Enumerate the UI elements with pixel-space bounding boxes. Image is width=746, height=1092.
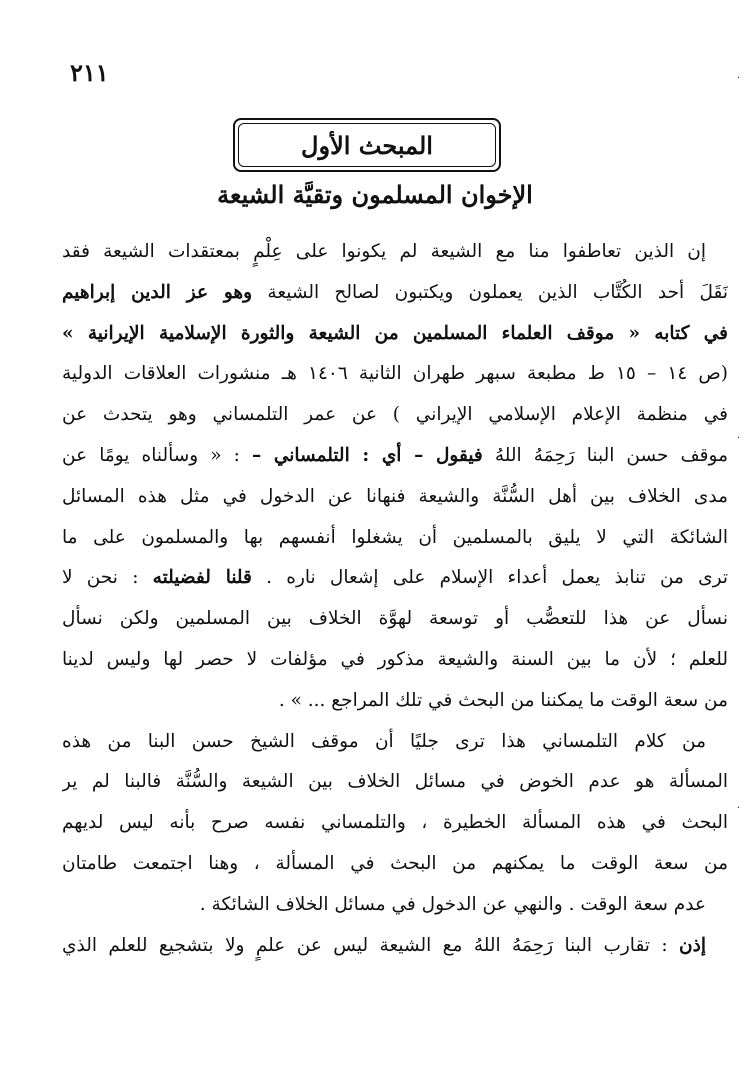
text-line: [62, 558, 728, 599]
text-segment: من سعة الوقت ما يمكنهم من البحث في المسألة ، وهنا اجتمعت طامتان: [62, 852, 728, 874]
text-line: [62, 844, 728, 885]
text-segment: إذن: [679, 934, 706, 956]
text-segment: من سعة الوقت ما يمكننا من البحث في تلك المراجع ... » .: [278, 689, 728, 711]
text-segment: إن الذين تعاطفوا منا مع الشيعة لم يكونوا على عِلْمٍ بمعتقدات الشيعة فقد: [62, 241, 706, 262]
text-line: [62, 354, 728, 395]
text-segment: في كتابه « موقف العلماء المسلمين من الشيعة والثورة الإسلامية الإيرانية »: [62, 322, 728, 344]
text-segment: (ص ١٤ – ١٥ ط مطبعة سبهر طهران الثانية ١٤٠٦ هـ منشورات العلاقات الدولية: [62, 363, 728, 385]
text-segment: البحث في هذه المسألة الخطيرة ، والتلمساني نفسه صرح بأنه ليس لديهم: [62, 812, 728, 834]
text-line: [62, 232, 728, 273]
text-line: [62, 395, 728, 436]
text-segment: وهو عز الدين إبراهيم: [62, 281, 253, 303]
text-segment: من كلام التلمساني هذا ترى جليًا أن موقف الشيخ حسن البنا من هذه: [62, 730, 706, 752]
text-segment: موقف حسن البنا رَحِمَهُ اللهُ: [482, 444, 728, 466]
text-segment: : نحن لا: [62, 567, 153, 589]
text-line: [62, 273, 728, 314]
text-segment: عدم سعة الوقت . والنهي عن الدخول في مسائل الخلاف الشائكة .: [199, 893, 706, 915]
text-line: [62, 314, 728, 355]
text-line: [62, 477, 728, 518]
section-title: المبحث الأول: [301, 130, 433, 160]
text-line: [62, 803, 728, 844]
text-segment: مدى الخلاف بين أهل السُّنَّة والشيعة فنهانا عن الدخول في مثل هذه المسائل: [62, 485, 728, 507]
text-segment: ترى من تنابذ يعمل أعداء الإسلام على إشعال ناره .: [251, 567, 728, 589]
text-line: [62, 762, 728, 803]
chapter-title: الإخوان المسلمون وتقيَّة الشيعة: [217, 180, 533, 209]
margin-dot: .: [736, 430, 740, 441]
text-segment: : تقارب البنا رَحِمَهُ اللهُ مع الشيعة ليس عن علمٍ ولا بتشجيع للعلم الذي: [62, 934, 680, 956]
text-segment: في منظمة الإعلام الإسلامي الإيراني ) عن عمر التلمساني وهو يتحدث عن: [62, 404, 728, 426]
page-number: ٢١١: [70, 58, 109, 87]
margin-dot: .: [736, 800, 740, 811]
text-segment: فيقول – أي : التلمساني –: [251, 444, 483, 466]
text-line: [62, 681, 728, 722]
section-title-frame: [233, 118, 501, 172]
margin-dot: .: [736, 70, 740, 81]
text-line: [62, 885, 728, 926]
text-segment: الشائكة التي لا يليق بالمسلمين أن يشغلوا أنفسهم بها والمسلمون على ما: [62, 526, 728, 548]
text-segment: قلنا لفضيلته: [152, 567, 252, 589]
text-line: [62, 436, 728, 477]
text-line: [62, 722, 728, 763]
text-segment: : « وسألناه يومًا عن: [62, 444, 252, 466]
text-segment: المسألة هو عدم الخوض في مسائل الخلاف بين الشيعة والسُّنَّة فالبنا لم ير: [62, 771, 728, 793]
text-segment: للعلم ؛ لأن ما بين السنة والشيعة مذكور في مؤلفات لا حصر لها وليس لدينا: [62, 648, 728, 670]
text-segment: نَقَلَ أحد الكُتَّاب الذين يعملون ويكتبون لصالح الشيعة: [252, 281, 728, 303]
text-line: [62, 926, 728, 967]
text-line: [62, 518, 728, 559]
text-segment: نسأل عن هذا للتعصُّب أو توسعة لهوَّة الخلاف بين المسلمين ولكن نسأل: [62, 608, 728, 630]
text-line: [62, 599, 728, 640]
body-text: [62, 232, 728, 966]
text-line: [62, 640, 728, 681]
